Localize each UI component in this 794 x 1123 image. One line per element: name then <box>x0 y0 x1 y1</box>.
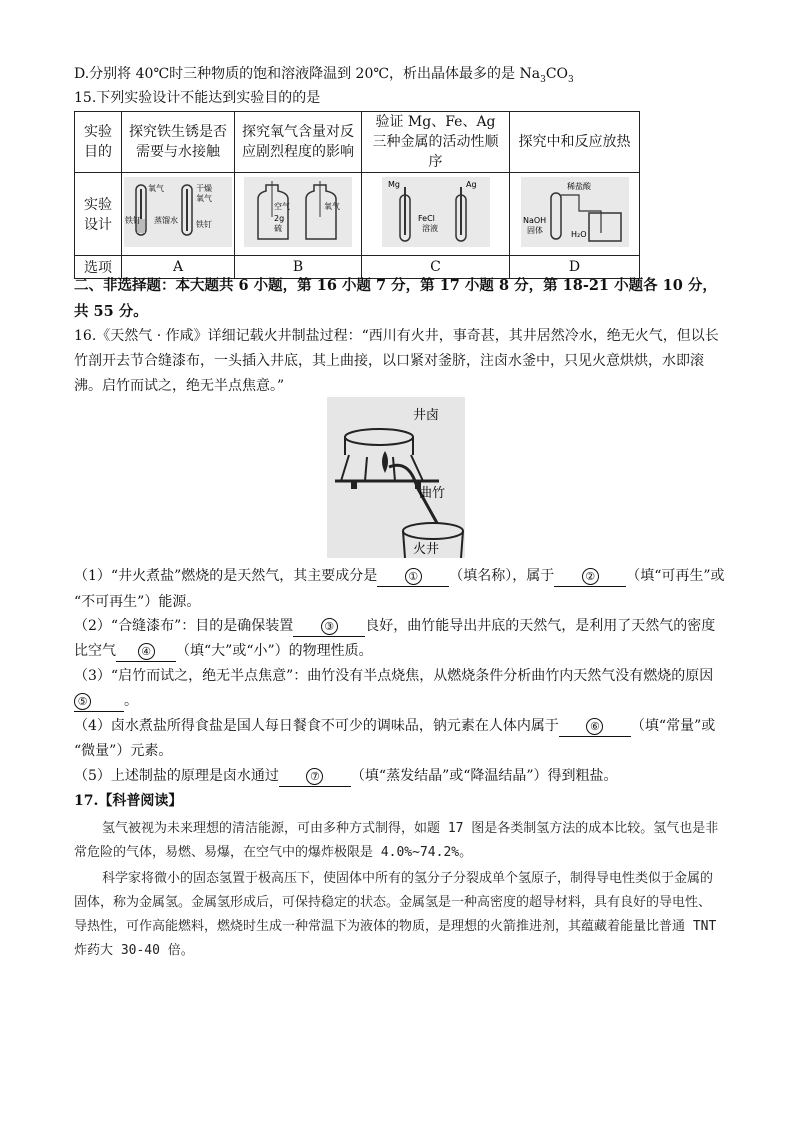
purpose-d: 探究中和反应放热 <box>510 112 640 173</box>
svg-text:固体: 固体 <box>526 226 543 235</box>
fire-well-figure <box>327 397 465 558</box>
formula-part: CO <box>545 66 569 82</box>
option-a: A <box>122 256 235 279</box>
apparatus-a <box>122 173 235 256</box>
svg-text:氧气: 氧气 <box>148 184 164 193</box>
q16-part5: （5）上述制盐的原理是卤水通过 ⑦ （填“蒸发结晶”或“降温结晶”）得到粗盐。 <box>74 766 618 787</box>
q16-intro-3: 沸。启竹而试之，绝无半点焦意。” <box>74 378 285 394</box>
blank-7[interactable]: ⑦ <box>279 766 351 787</box>
svg-text:NaOH: NaOH <box>522 216 546 225</box>
svg-text:2g: 2g <box>274 214 285 223</box>
option-d: D <box>510 256 640 279</box>
blank-3[interactable]: ③ <box>293 616 365 637</box>
label-fire-well: 火井 <box>413 542 440 557</box>
label-brine: 井卤 <box>413 408 440 423</box>
q16-part3-line1: （3）“启竹而试之，绝无半点焦意”：曲竹没有半点烧焦，从燃烧条件分析曲竹内天然气没有燃烧的原因 <box>74 668 714 684</box>
svg-text:铁钉: 铁钉 <box>125 216 141 225</box>
svg-text:Ag: Ag <box>465 180 477 189</box>
option-b: B <box>235 256 362 279</box>
q17-reading <box>74 817 720 963</box>
section2-line2: 共 55 分。 <box>74 303 148 320</box>
q16-part1-line1: （1）“井火煮盐”燃烧的是天然气，其主要成分是 ① （填名称），属于 ② （填“可再生”或 <box>74 566 725 587</box>
section2-line1: 二、非选择题：本大题共 6 小题，第 16 小题 7 分，第 17 小题 8 分，第 18-21 小题各 10 分， <box>74 277 717 294</box>
svg-text:蒸馏水: 蒸馏水 <box>154 216 178 225</box>
q16-part2-line2: 比空气 ④ （填“大”或“小”）的物理性质。 <box>74 641 373 662</box>
q17-paragraph-1: 氢气被视为未来理想的清洁能源，可由多种方式制得，如题 17 图是各类制氢方法的成本比较。氢气也是非常危险的气体，易燃、易爆，在空气中的爆炸极限是 4.0%~74.2%。 <box>74 821 719 860</box>
svg-text:硫: 硫 <box>274 224 282 233</box>
q17-paragraph-2: 科学家将微小的固态氢置于极高压下，使固体中所有的氢分子分裂成单个氢原子，制得导电性类似于金属的固体，称为金属氢。金属氢形成后，可保持稳定的状态。金属氢是一种高密度的超导材料，具有良好的导电性、导热性，可作高能燃料，燃烧时生成一种常温下为液体的物质，是理想的火箭推进剂，其蕴藏着能量比普通 TNT 炸药大 30-40 倍。 <box>74 871 717 958</box>
svg-text:FeCl: FeCl <box>417 214 435 223</box>
svg-text:氧气: 氧气 <box>324 202 340 211</box>
svg-text:H₂O: H₂O <box>570 230 587 239</box>
q16-part3-line2: ⑤ 。 <box>74 691 138 712</box>
svg-text:溶液: 溶液 <box>421 224 438 233</box>
blank-6[interactable]: ⑥ <box>559 716 631 737</box>
svg-text:Mg: Mg <box>387 180 400 189</box>
option-d-line <box>74 64 574 90</box>
apparatus-d <box>510 173 640 256</box>
blank-2[interactable]: ② <box>554 566 626 587</box>
q16-part2-line1: （2）“合缝漆布”：目的是确保装置 ③ 良好，曲竹能导出井底的天然气，是利用了天然气的密度 <box>74 616 715 637</box>
svg-text:稀盐酸: 稀盐酸 <box>566 182 591 191</box>
q16-part4-line1: （4）卤水煮盐所得食盐是国人每日餐食不可少的调味品，钠元素在人体内属于 ⑥ （填“常量”或 <box>74 716 715 737</box>
blank-5[interactable]: ⑤ <box>74 691 124 712</box>
purpose-c: 验证 Mg、Fe、Ag 三种金属的活动性顺序 <box>362 112 510 173</box>
q16-intro-1: 16.《天然气 · 作咸》详细记载火井制盐过程：“西川有火井，事奇甚，其井居然冷水，绝无火气，但以长 <box>74 328 719 344</box>
apparatus-c <box>362 173 510 256</box>
subscript: 3 <box>540 74 546 85</box>
q15-table <box>74 111 640 279</box>
option-d-text: D.分别将 40℃时三种物质的饱和溶液降温到 20℃，析出晶体最多的是 Na <box>74 66 541 82</box>
apparatus-b <box>235 173 362 256</box>
q16-intro-2: 竹剖开去节合缝漆布，一头插入井底，其上曲接，以口紧对釜脐，注卤水釜中，只见火意烘烘，水即滚 <box>74 353 704 369</box>
blank-1[interactable]: ① <box>377 566 449 587</box>
row-header-purpose: 实验目的 <box>75 112 122 173</box>
q16-part4-line2: “微量”）元素。 <box>74 743 173 759</box>
subscript: 3 <box>568 74 574 85</box>
q16-part1-line2: “不可再生”）能源。 <box>74 594 201 610</box>
label-bamboo: 曲竹 <box>419 486 446 501</box>
svg-text:干燥: 干燥 <box>196 184 212 193</box>
purpose-b: 探究氧气含量对反应剧烈程度的影响 <box>235 112 362 173</box>
svg-text:氧气: 氧气 <box>196 194 212 203</box>
row-header-design: 实验设计 <box>75 173 122 256</box>
svg-text:空气: 空气 <box>274 202 290 211</box>
q15-stem: 15.下列实验设计不能达到实验目的的是 <box>74 90 321 106</box>
blank-4[interactable]: ④ <box>116 641 176 662</box>
option-c: C <box>362 256 510 279</box>
row-header-option: 选项 <box>75 256 122 279</box>
purpose-a: 探究铁生锈是否需要与水接触 <box>122 112 235 173</box>
svg-text:铁钉: 铁钉 <box>196 220 212 229</box>
q17-title: 17.【科普阅读】 <box>74 793 183 809</box>
